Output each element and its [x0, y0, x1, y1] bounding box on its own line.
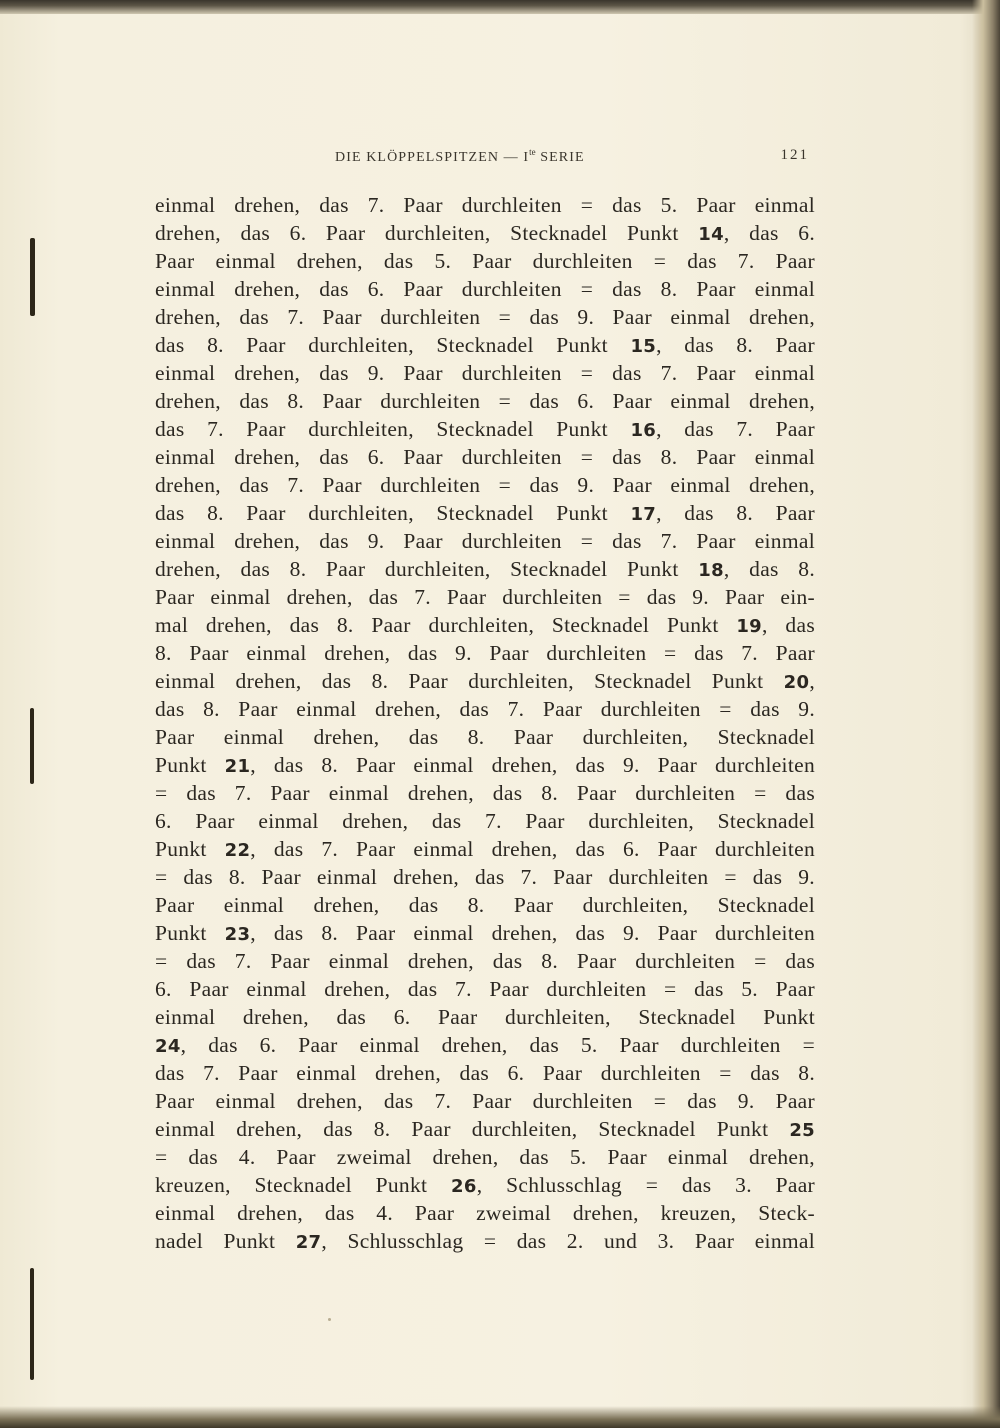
text-line: [155, 275, 815, 303]
text-line: [155, 499, 815, 527]
text-line: [155, 807, 815, 835]
text-line: [155, 583, 815, 611]
point-number: 27: [295, 1232, 322, 1253]
line-segment: , das 6.: [723, 221, 815, 245]
line-segment: , das 7. Paar einmal drehen, das 6. Paar durchleiten: [250, 837, 815, 861]
line-segment: das 7. Paar einmal drehen, das 6. Paar durchleiten = das 8.: [155, 1061, 815, 1085]
line-segment: kreuzen, Stecknadel Punkt: [155, 1173, 452, 1197]
text-line: [155, 1143, 815, 1171]
text-line: [155, 359, 815, 387]
page-right-edge: [972, 0, 1000, 1428]
text-line: [155, 303, 815, 331]
line-segment: das 8. Paar einmal drehen, das 7. Paar durchleiten = das 9.: [155, 697, 815, 721]
line-segment: , das 7. Paar: [656, 417, 815, 441]
line-segment: einmal drehen, das 4. Paar zweimal drehen, kreuzen, Steck-: [155, 1201, 815, 1225]
line-segment: Paar einmal drehen, das 5. Paar durchleiten = das 7. Paar: [155, 249, 815, 273]
point-number: 16: [630, 420, 657, 441]
text-line: [155, 947, 815, 975]
text-line: [155, 191, 815, 219]
text-line: [155, 611, 815, 639]
line-segment: einmal drehen, das 9. Paar durchleiten = das 7. Paar einmal: [155, 361, 815, 385]
line-segment: , das 8. Paar: [656, 333, 815, 357]
line-segment: drehen, das 7. Paar durchleiten = das 9. Paar einmal drehen,: [155, 473, 815, 497]
line-segment: , Schlusschlag = das 3. Paar: [476, 1173, 815, 1197]
gutter-mark: [30, 238, 35, 316]
text-line: [155, 415, 815, 443]
point-number: 26: [451, 1176, 477, 1197]
line-segment: Paar einmal drehen, das 8. Paar durchleiten, Stecknadel: [155, 725, 815, 749]
line-segment: drehen, das 8. Paar durchleiten = das 6. Paar einmal drehen,: [155, 389, 815, 413]
text-line: [155, 527, 815, 555]
point-number: 23: [224, 924, 251, 945]
line-segment: , das 6. Paar einmal drehen, das 5. Paar durchleiten =: [180, 1033, 815, 1057]
line-segment: , das 8. Paar einmal drehen, das 9. Paar durchleiten: [250, 753, 815, 777]
line-segment: , das 8. Paar: [656, 501, 815, 525]
line-segment: Paar einmal drehen, das 7. Paar durchleiten = das 9. Paar: [155, 1089, 815, 1113]
line-segment: drehen, das 7. Paar durchleiten = das 9. Paar einmal drehen,: [155, 305, 815, 329]
text-line: [155, 1059, 815, 1087]
line-segment: Paar einmal drehen, das 7. Paar durchleiten = das 9. Paar ein-: [155, 585, 815, 609]
line-segment: Paar einmal drehen, das 8. Paar durchleiten, Stecknadel: [155, 893, 815, 917]
line-segment: , das: [762, 613, 815, 637]
point-number: 15: [630, 336, 657, 357]
text-line: [155, 331, 815, 359]
text-line: [155, 919, 815, 947]
page-bottom-edge: [0, 1406, 1000, 1428]
line-segment: einmal drehen, das 7. Paar durchleiten = das 5. Paar einmal: [155, 193, 815, 217]
page-top-edge: [0, 0, 1000, 14]
gutter-mark: [30, 1268, 34, 1380]
running-title-text: DIE KLÖPPELSPITZEN — I: [335, 150, 530, 165]
point-number: 14: [698, 224, 724, 245]
text-line: [155, 779, 815, 807]
text-line: [155, 835, 815, 863]
line-segment: = das 8. Paar einmal drehen, das 7. Paar durchleiten = das 9.: [155, 865, 815, 889]
line-segment: Punkt: [155, 921, 225, 945]
running-title-end: SERIE: [535, 150, 585, 165]
line-segment: einmal drehen, das 8. Paar durchleiten, Stecknadel Punkt: [155, 669, 784, 693]
line-segment: das 8. Paar durchleiten, Stecknadel Punkt: [155, 501, 631, 525]
line-segment: drehen, das 8. Paar durchleiten, Stecknadel Punkt: [155, 557, 699, 581]
line-segment: mal drehen, das 8. Paar durchleiten, Stecknadel Punkt: [155, 613, 737, 637]
running-title: [335, 147, 585, 166]
text-line: [155, 863, 815, 891]
text-line: [155, 1003, 815, 1031]
point-number: 22: [224, 840, 251, 861]
page-number: 121: [780, 147, 809, 163]
line-segment: Punkt: [155, 753, 225, 777]
line-segment: ,: [809, 669, 815, 693]
line-segment: einmal drehen, das 6. Paar durchleiten, Stecknadel Punkt: [155, 1005, 815, 1029]
text-line: [155, 471, 815, 499]
text-line: [155, 443, 815, 471]
line-segment: Punkt: [155, 837, 225, 861]
point-number: 24: [155, 1036, 181, 1057]
point-number: 17: [630, 504, 657, 525]
text-line: [155, 891, 815, 919]
line-segment: = das 7. Paar einmal drehen, das 8. Paar durchleiten = das: [155, 781, 815, 805]
line-segment: , das 8. Paar einmal drehen, das 9. Paar durchleiten: [250, 921, 815, 945]
text-line: [155, 751, 815, 779]
gutter-mark: [30, 708, 34, 784]
line-segment: einmal drehen, das 8. Paar durchleiten, Stecknadel Punkt: [155, 1117, 790, 1141]
text-line: [155, 695, 815, 723]
line-segment: , Schlusschlag = das 2. und 3. Paar einmal: [321, 1229, 815, 1253]
point-number: 25: [789, 1120, 815, 1141]
line-segment: das 7. Paar durchleiten, Stecknadel Punkt: [155, 417, 631, 441]
line-segment: einmal drehen, das 6. Paar durchleiten = das 8. Paar einmal: [155, 445, 815, 469]
text-line: [155, 1087, 815, 1115]
line-segment: einmal drehen, das 9. Paar durchleiten = das 7. Paar einmal: [155, 529, 815, 553]
text-line: [155, 1199, 815, 1227]
line-segment: einmal drehen, das 6. Paar durchleiten = das 8. Paar einmal: [155, 277, 815, 301]
text-line: [155, 387, 815, 415]
text-line: [155, 1031, 815, 1059]
text-line: [155, 219, 815, 247]
text-line: [155, 975, 815, 1003]
text-line: [155, 555, 815, 583]
text-line: [155, 723, 815, 751]
line-segment: das 8. Paar durchleiten, Stecknadel Punkt: [155, 333, 631, 357]
point-number: 19: [736, 616, 763, 637]
body-text: [155, 191, 815, 1255]
point-number: 18: [698, 560, 724, 581]
line-segment: 8. Paar einmal drehen, das 9. Paar durchleiten = das 7. Paar: [155, 641, 815, 665]
text-line: [155, 667, 815, 695]
line-segment: = das 7. Paar einmal drehen, das 8. Paar durchleiten = das: [155, 949, 815, 973]
text-line: [155, 1115, 815, 1143]
running-head: [155, 147, 813, 167]
line-segment: 6. Paar einmal drehen, das 7. Paar durchleiten, Stecknadel: [155, 809, 815, 833]
paper-speck: [328, 1318, 331, 1321]
text-line: [155, 639, 815, 667]
text-line: [155, 247, 815, 275]
text-line: [155, 1171, 815, 1199]
line-segment: , das 8.: [723, 557, 815, 581]
line-segment: nadel Punkt: [155, 1229, 296, 1253]
line-segment: drehen, das 6. Paar durchleiten, Stecknadel Punkt: [155, 221, 699, 245]
running-title-superscript: te: [529, 147, 536, 157]
line-segment: = das 4. Paar zweimal drehen, das 5. Paar einmal drehen,: [155, 1145, 815, 1169]
text-line: [155, 1227, 815, 1255]
point-number: 21: [224, 756, 251, 777]
point-number: 20: [783, 672, 810, 693]
line-segment: 6. Paar einmal drehen, das 7. Paar durchleiten = das 5. Paar: [155, 977, 815, 1001]
